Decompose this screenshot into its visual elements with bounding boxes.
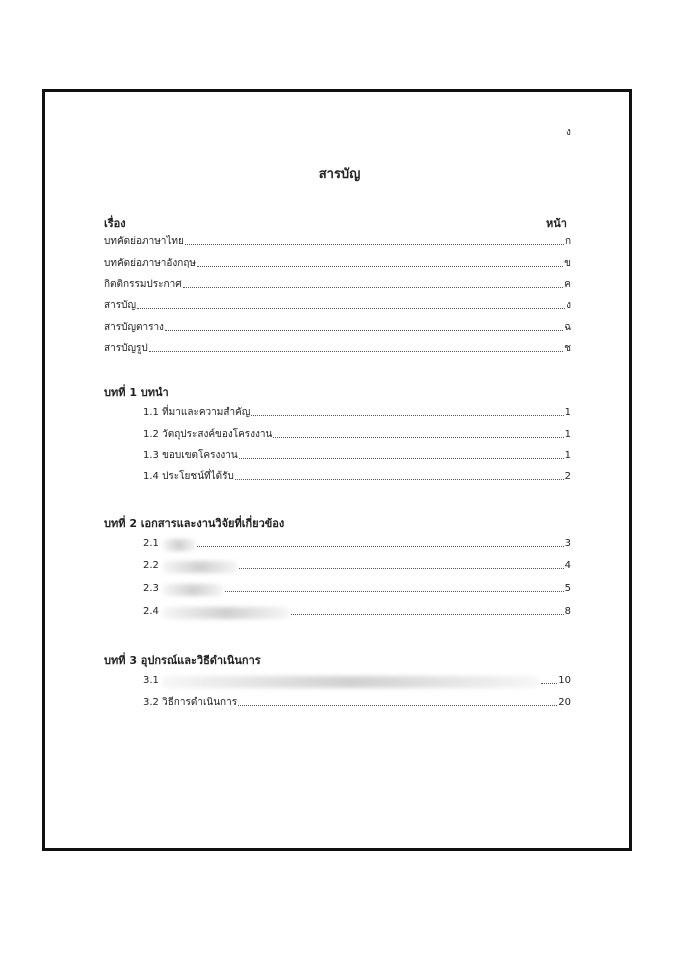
toc-entry[interactable]	[143, 426, 571, 442]
dot-leader	[239, 568, 564, 569]
toc-entry[interactable]	[143, 468, 571, 484]
toc-entry-page: 20	[558, 697, 571, 708]
dot-leader	[235, 479, 564, 480]
toc-entry[interactable]	[143, 672, 571, 688]
chapter-heading: บทที่ 3 อุปกรณ์และวิธีดำเนินการ	[104, 654, 261, 667]
redacted-text	[162, 561, 238, 573]
dot-leader	[251, 415, 563, 416]
redacted-text	[162, 607, 290, 619]
toc-entry-page: ก	[564, 236, 571, 247]
toc-entry-label: 3.2 วิธีการดำเนินการ	[143, 697, 238, 708]
toc-entry-label: 1.3 ขอบเขตโครงงาน	[143, 450, 238, 461]
toc-entry-page: ง	[566, 300, 571, 311]
toc-entry-label: 2.3	[143, 583, 159, 594]
redacted-text	[162, 584, 224, 596]
toc-entry-page: 2	[564, 471, 571, 482]
toc-entry-page: 10	[558, 675, 571, 686]
redacted-text	[162, 539, 196, 551]
toc-entry[interactable]	[143, 535, 571, 551]
toc-entry[interactable]	[104, 340, 571, 356]
toc-entry-page: 1	[564, 450, 571, 461]
column-header-page: หน้า	[546, 217, 567, 230]
toc-entry[interactable]	[143, 603, 571, 619]
toc-entry-label: 1.4 ประโยชน์ที่ได้รับ	[143, 471, 234, 482]
toc-entry[interactable]	[143, 557, 571, 573]
dot-leader	[291, 614, 564, 615]
toc-entry-page: ค	[564, 279, 571, 290]
toc-entry-label: สารบัญ	[104, 300, 136, 311]
toc-entry[interactable]	[104, 233, 571, 249]
toc-entry[interactable]	[143, 404, 571, 420]
toc-entry-page: 5	[564, 583, 571, 594]
toc-entry-label: 1.1 ที่มาและความสำคัญ	[143, 407, 251, 418]
toc-entry[interactable]	[143, 447, 571, 463]
page-number: ง	[566, 127, 571, 138]
toc-entry-page: ข	[564, 258, 571, 269]
dot-leader	[541, 683, 557, 684]
toc-entry[interactable]	[143, 580, 571, 596]
toc-entry-label: 2.1	[143, 538, 159, 549]
dot-leader	[197, 546, 564, 547]
toc-entry-page: ฉ	[564, 322, 571, 333]
toc-entry-label: 2.4	[143, 606, 159, 617]
dot-leader	[149, 351, 564, 352]
toc-entry-label: กิตติกรรมประกาศ	[104, 279, 182, 290]
toc-entry-label: 1.2 วัตถุประสงค์ของโครงงาน	[143, 429, 273, 440]
toc-entry-page: ช	[564, 343, 571, 354]
toc-entry-page: 8	[564, 606, 571, 617]
dot-leader	[165, 330, 563, 331]
toc-entry[interactable]	[104, 297, 571, 313]
toc-entry-label: บทคัดย่อภาษาอังกฤษ	[104, 258, 196, 269]
toc-entry-label: บทคัดย่อภาษาไทย	[104, 236, 184, 247]
dot-leader	[225, 591, 564, 592]
dot-leader	[137, 308, 565, 309]
chapter-heading: บทที่ 2 เอกสารและงานวิจัยที่เกี่ยวข้อง	[104, 517, 285, 530]
redacted-text	[162, 676, 540, 688]
toc-entry-label: สารบัญรูป	[104, 343, 148, 354]
column-header-topic: เรื่อง	[104, 217, 126, 230]
toc-entry-label: 3.1	[143, 675, 159, 686]
dot-leader	[183, 287, 564, 288]
toc-entry[interactable]	[143, 694, 571, 710]
toc-entry[interactable]	[104, 276, 571, 292]
dot-leader	[185, 244, 564, 245]
dot-leader	[273, 437, 563, 438]
toc-entry[interactable]	[104, 255, 571, 271]
toc-entry-page: 1	[564, 407, 571, 418]
toc-entry-page: 3	[564, 538, 571, 549]
toc-entry-label: 2.2	[143, 560, 159, 571]
toc-entry-label: สารบัญตาราง	[104, 322, 164, 333]
toc-entry[interactable]	[104, 319, 571, 335]
dot-leader	[238, 705, 557, 706]
page-title: สารบัญ	[318, 167, 361, 182]
chapter-heading: บทที่ 1 บทนำ	[104, 386, 169, 399]
toc-entry-page: 1	[564, 429, 571, 440]
dot-leader	[239, 458, 564, 459]
dot-leader	[197, 266, 563, 267]
toc-entry-page: 4	[564, 560, 571, 571]
